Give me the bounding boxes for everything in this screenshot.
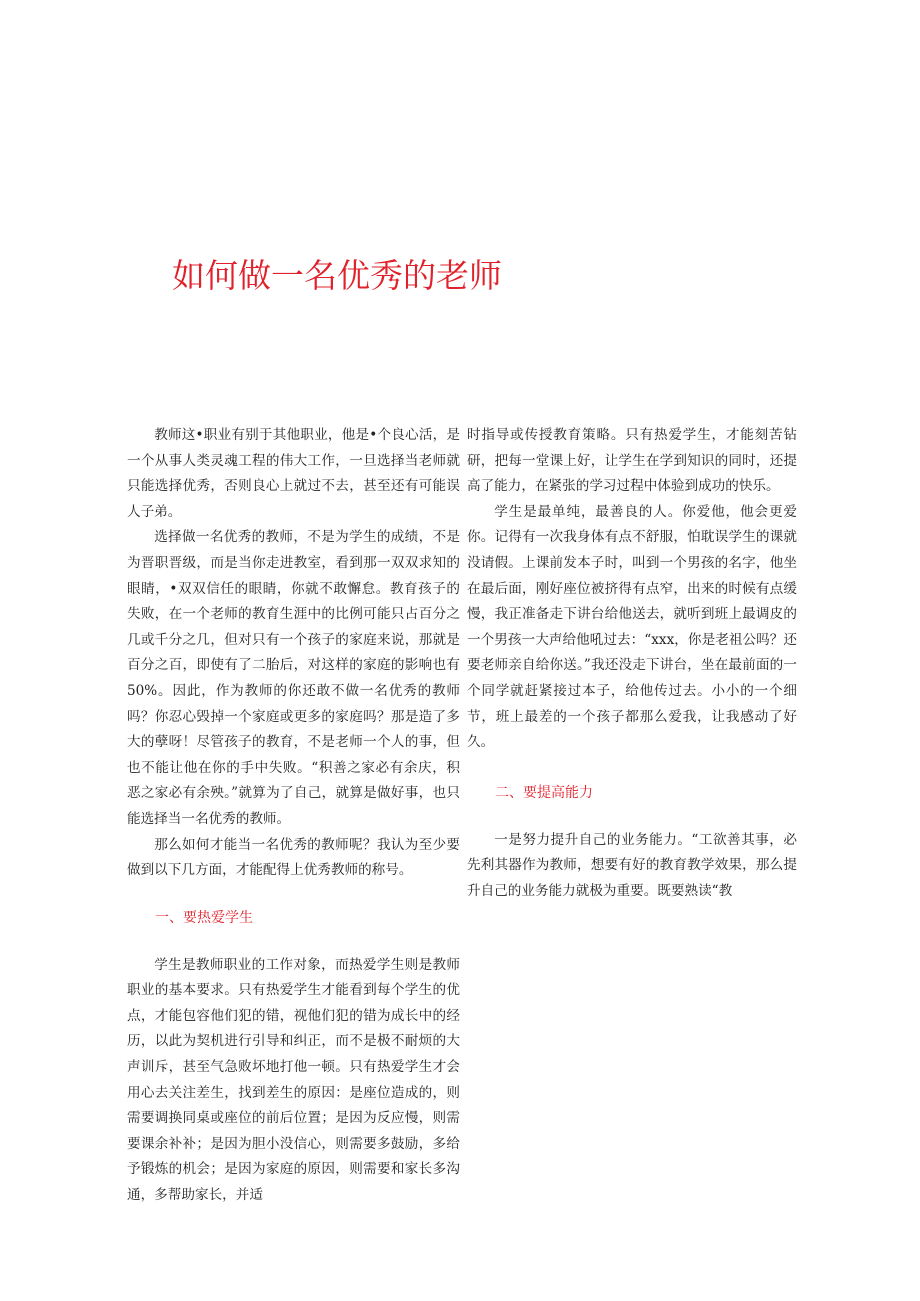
section-heading: 二、要提高能力 [495, 784, 593, 801]
paragraph: 学生是最单纯，最善良的人。你爱他，他会更爱你。记得有一次我身体有点不舒服，怕耽误学生的课就没请假。上课前发本子时，叫到一个男孩的名字，他坐在最后面，刚好座位被挤得有点窄，出来的时候有点缓慢，我正准备走下讲台给他送去，就听到班上最调皮的一个男孩一大声给他吼过去：“xxx，你是老祖公吗？还要老师亲自给你送。”我还没走下讲台，坐在最前面的一个同学就赶紧接过本子，给他传过去。小小的一个细节，班上最差的一个孩子都那么爱我，让我感动了好久。 [467, 503, 797, 751]
section-heading: 一、要热爱学生 [155, 909, 253, 926]
paragraph-continuation: 时指导或传授教育策略。只有热爱学生，才能刻苦钻研，把每一堂课上好，让学生在学到知识的同时，还提高了能力，在紧张的学习过程中体验到成功的快乐。 [467, 427, 797, 495]
paragraph: 教师这•职业有别于其他职业，他是•个良心活，是一个从事人类灵魂工程的伟大工作，一旦选择当老师就只能选择优秀，否则良心上就过不去，甚至还有可能误人子弟。 [127, 427, 460, 520]
paragraph: 一是努力提升自己的业务能力。“工欲善其事，必先利其器作为教师，想要有好的教育教学效果，那么提升自己的业务能力就极为重要。既要熟读“教 [467, 831, 797, 899]
document-title: 如何做一名优秀的老师 [172, 256, 502, 295]
left-column [127, 423, 460, 1209]
paragraph: 学生是教师职业的工作对象，而热爱学生则是教师职业的基本要求。只有热爱学生才能看到每个学生的优点，才能包容他们犯的错，视他们犯的错为成长中的经历，以此为契机进行引导和纠正，而不是极不耐烦的大声训斥，甚至气急败坏地打他一顿。只有热爱学生才会用心去关注差生，找到差生的原因：是座位造成的，则需要调换同桌或座位的前后位置；是因为反应慢，则需要课余补补；是因为胆小没信心，则需要多鼓励，多给予锻炼的机会；是因为家庭的原因，则需要和家长多沟通，多帮助家长，并适 [127, 956, 460, 1204]
right-column [467, 423, 797, 905]
paragraph: 那么如何才能当一名优秀的教师呢？我认为至少要做到以下几方面，才能配得上优秀教师的称号。 [127, 836, 460, 879]
paragraph: 选择做一名优秀的教师，不是为学生的成绩，不是为晋职晋级，而是当你走进教室，看到那一双双求知的眼睛，•双双信任的眼睛，你就不敢懈怠。教育孩子的失败，在一个老师的教育生涯中的比例可能只占百分之几或千分之几，但对只有一个孩子的家庭来说，那就是百分之百，即使有了二胎后，对这样的家庭的影响也有50%。因此，作为教师的你还敢不做一名优秀的教师吗？你忍心毁掉一个家庭或更多的家庭吗？那是造了多大的孽呀！尽管孩子的教育，不是老师一个人的事，但也不能让他在你的手中失败。“积善之家必有余庆，积恶之家必有余殃。”就算为了自己，就算是做好事，也只能选择当一名优秀的教师。 [127, 529, 460, 827]
